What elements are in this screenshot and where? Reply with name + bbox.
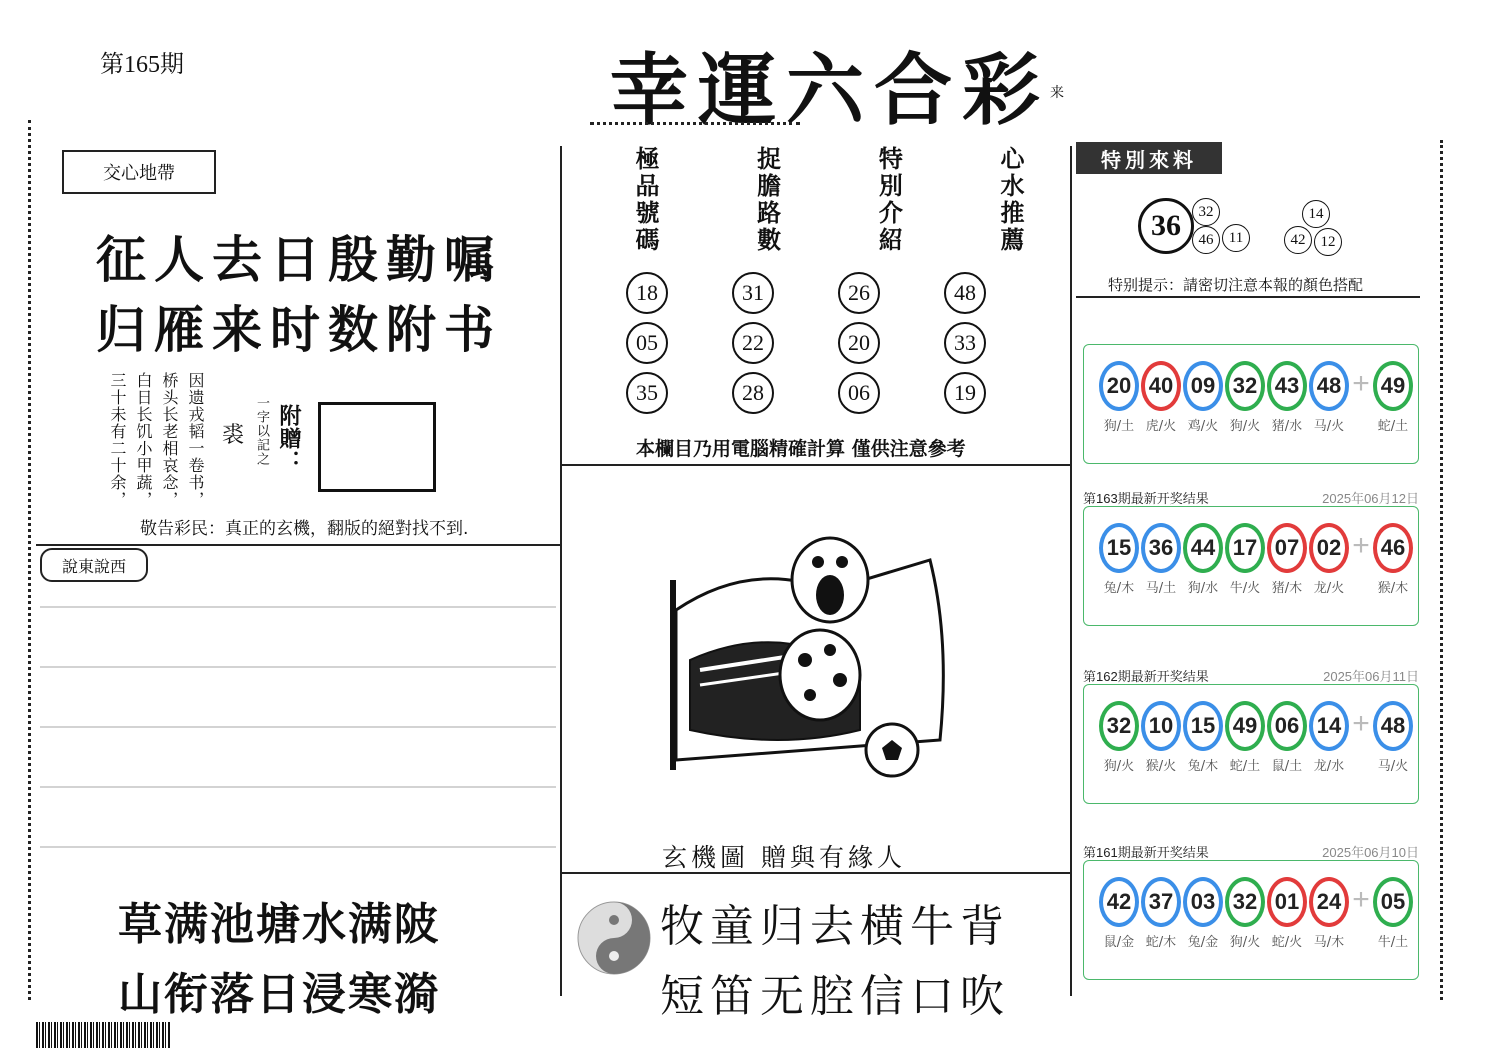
ball-row	[1098, 523, 1414, 596]
special-small-number: 14	[1302, 200, 1330, 228]
number-circle: 28	[732, 372, 774, 414]
ball-item	[1266, 701, 1308, 774]
lottery-ball: 01	[1267, 877, 1307, 927]
ball-item	[1308, 877, 1350, 950]
riddle-char: 裘	[222, 423, 245, 448]
zodiac-label: 虎/火	[1145, 419, 1177, 434]
ball-item	[1140, 701, 1182, 774]
notice-text: 敬告彩民：真正的玄機，翻版的絕對找不到.	[140, 519, 469, 539]
ball-item	[1266, 523, 1308, 596]
lottery-ball: 32	[1099, 701, 1139, 751]
verse-line-2: 归雁来时数附书	[96, 300, 502, 359]
ball-item	[1182, 361, 1224, 434]
lottery-ball: 32	[1225, 877, 1265, 927]
lottery-ball: 37	[1141, 877, 1181, 927]
bottom-verse-right-1: 牧童归去横牛背	[660, 901, 1010, 952]
zodiac-label: 狗/火	[1229, 935, 1261, 950]
zodiac-label: 马/土	[1145, 581, 1177, 596]
issue-number: 第165期	[100, 52, 184, 78]
result-block	[1083, 842, 1419, 980]
number-circle: 26	[838, 272, 880, 314]
verse-line-1: 征人去日殷勤嘱	[96, 230, 502, 289]
cartoon-illustration	[630, 500, 960, 790]
section-tag-talk: 說東說西	[40, 548, 148, 582]
lottery-ball: 24	[1309, 877, 1349, 927]
ball-item	[1098, 361, 1140, 434]
ball-item	[1224, 877, 1266, 950]
result-card	[1083, 860, 1419, 980]
special-small-number: 11	[1222, 224, 1250, 252]
poem-col: 因遗戎韬一卷书，	[186, 372, 205, 508]
zodiac-label: 马/火	[1313, 419, 1345, 434]
ball-item	[1140, 361, 1182, 434]
ball-item	[1372, 523, 1414, 596]
zodiac-label: 龙/火	[1313, 581, 1345, 596]
ball-item	[1372, 361, 1414, 434]
zodiac-label: 猴/木	[1377, 581, 1409, 596]
lottery-ball: 42	[1099, 877, 1139, 927]
zodiac-label: 马/火	[1377, 759, 1409, 774]
zodiac-label: 牛/火	[1229, 581, 1261, 596]
calc-note: 本欄目乃用電腦精確計算 僅供注意參考	[636, 438, 966, 460]
lottery-ball: 14	[1309, 701, 1349, 751]
zodiac-label: 蛇/土	[1377, 419, 1409, 434]
ball-item	[1308, 523, 1350, 596]
zodiac-label: 鸡/火	[1187, 419, 1219, 434]
ball-item	[1140, 877, 1182, 950]
title-tag: 来	[1050, 85, 1064, 101]
gift-label: 附贈：	[276, 404, 302, 473]
lottery-ball: 10	[1141, 701, 1181, 751]
result-block	[1083, 666, 1419, 804]
zodiac-label: 兔/木	[1187, 759, 1219, 774]
left-vine-border	[28, 120, 31, 1000]
ball-item	[1308, 701, 1350, 774]
zodiac-label: 鼠/金	[1103, 935, 1135, 950]
ball-item	[1098, 523, 1140, 596]
divider-left-h	[36, 544, 560, 546]
bottom-verse-left-2: 山衔落日浸寒漪	[118, 969, 440, 1020]
riddle-note: 一字以記之	[254, 396, 269, 466]
ball-item	[1308, 361, 1350, 434]
cartoon-caption: 玄機圖 贈與有緣人	[662, 843, 906, 872]
special-label: 特別來料	[1076, 142, 1222, 174]
divider-mid-left	[560, 146, 562, 996]
ball-item	[1098, 701, 1140, 774]
lottery-ball: 46	[1373, 523, 1413, 573]
ball-item	[1372, 877, 1414, 950]
prediction-headers	[628, 146, 1028, 266]
lottery-ball: 06	[1267, 701, 1307, 751]
result-block	[1083, 326, 1419, 464]
zodiac-label: 狗/水	[1187, 581, 1219, 596]
number-circle: 22	[732, 322, 774, 364]
result-card	[1083, 684, 1419, 804]
right-vine-border	[1440, 140, 1443, 1000]
zodiac-label: 马/木	[1313, 935, 1345, 950]
zodiac-label: 狗/火	[1229, 419, 1261, 434]
lottery-ball: 02	[1309, 523, 1349, 573]
result-title: 第161期最新开奖结果	[1083, 845, 1209, 860]
special-small-number: 12	[1314, 228, 1342, 256]
ball-row	[1098, 877, 1414, 950]
column-head: 捉膽路數	[752, 146, 782, 254]
ball-item	[1182, 701, 1224, 774]
ball-item	[1224, 523, 1266, 596]
column-head: 特別介紹	[874, 146, 904, 254]
bottom-verse-right-2: 短笛无腔信口吹	[660, 971, 1010, 1022]
number-circle: 20	[838, 322, 880, 364]
zodiac-label: 狗/火	[1103, 759, 1135, 774]
zodiac-label: 蛇/土	[1229, 759, 1261, 774]
poem-columns	[108, 372, 204, 508]
result-date: 2025年06月12日	[1322, 491, 1419, 506]
zodiac-label: 蛇/木	[1145, 935, 1177, 950]
special-small-number: 32	[1192, 198, 1220, 226]
barcode-image	[36, 1022, 170, 1048]
ball-item	[1266, 361, 1308, 434]
special-small-number: 42	[1284, 226, 1312, 254]
zodiac-label: 鼠/土	[1271, 759, 1303, 774]
poem-col: 三十未有二十余，	[108, 372, 127, 508]
zodiac-label: 龙/水	[1313, 759, 1345, 774]
bottom-verse-left-1: 草满池塘水满陂	[118, 899, 440, 950]
ball-item	[1224, 701, 1266, 774]
poem-col: 白日长饥小甲蔬，	[134, 372, 153, 508]
lottery-ball: 07	[1267, 523, 1307, 573]
column-head: 極品號碼	[631, 146, 660, 254]
lottery-ball: 44	[1183, 523, 1223, 573]
result-title: 第163期最新开奖结果	[1083, 491, 1209, 506]
prediction-grid	[626, 272, 982, 414]
ball-row	[1098, 701, 1414, 774]
lottery-ball: 49	[1225, 701, 1265, 751]
lottery-ball: 48	[1373, 701, 1413, 751]
color-tip: 特别提示：請密切注意本報的顏色搭配	[1108, 276, 1364, 294]
number-circle: 05	[626, 322, 668, 364]
special-big-number: 36	[1138, 198, 1194, 254]
number-circle: 18	[626, 272, 668, 314]
lottery-ball: 05	[1373, 877, 1413, 927]
special-small-number: 46	[1192, 226, 1220, 254]
ball-item	[1224, 361, 1266, 434]
faded-article-image	[40, 584, 556, 874]
lottery-ball: 32	[1225, 361, 1265, 411]
lottery-ball: 49	[1373, 361, 1413, 411]
number-circle: 48	[944, 272, 986, 314]
lottery-ball: 03	[1183, 877, 1223, 927]
result-card	[1083, 506, 1419, 626]
zodiac-label: 猪/木	[1271, 581, 1303, 596]
page-title: 幸運六合彩	[610, 45, 1051, 136]
zodiac-label: 蛇/火	[1271, 935, 1303, 950]
zodiac-label: 兔/木	[1103, 581, 1135, 596]
zodiac-label: 狗/土	[1103, 419, 1135, 434]
result-card	[1083, 344, 1419, 464]
number-circle: 33	[944, 322, 986, 364]
ball-row	[1098, 361, 1414, 434]
lottery-ball: 36	[1141, 523, 1181, 573]
zodiac-label: 猴/火	[1145, 759, 1177, 774]
ball-item	[1182, 877, 1224, 950]
divider-mid-h1	[562, 464, 1070, 466]
lottery-ball: 20	[1099, 361, 1139, 411]
ball-item	[1266, 877, 1308, 950]
lottery-ball: 40	[1141, 361, 1181, 411]
top-vine-divider	[590, 122, 800, 125]
lottery-ball: 15	[1183, 701, 1223, 751]
number-circle: 31	[732, 272, 774, 314]
lottery-ball: 43	[1267, 361, 1307, 411]
lottery-ball: 09	[1183, 361, 1223, 411]
section-tag-heart: 交心地帶	[62, 150, 216, 194]
plus-sign: +	[1352, 707, 1370, 740]
zodiac-label: 猪/水	[1271, 419, 1303, 434]
plus-sign: +	[1352, 883, 1370, 916]
zodiac-label: 兔/金	[1187, 935, 1219, 950]
number-circle: 19	[944, 372, 986, 414]
lottery-ball: 48	[1309, 361, 1349, 411]
result-date: 2025年06月11日	[1323, 669, 1419, 684]
lottery-ball: 15	[1099, 523, 1139, 573]
divider-right-h	[1076, 296, 1420, 298]
ball-item	[1372, 701, 1414, 774]
zodiac-label: 牛/土	[1377, 935, 1409, 950]
lottery-ball: 17	[1225, 523, 1265, 573]
result-title: 第162期最新开奖结果	[1083, 669, 1209, 684]
ball-item	[1182, 523, 1224, 596]
ball-item	[1140, 523, 1182, 596]
plus-sign: +	[1352, 367, 1370, 400]
result-block	[1083, 488, 1419, 626]
poem-col: 桥头长老相哀念，	[160, 372, 179, 508]
result-date: 2025年06月10日	[1322, 845, 1419, 860]
ball-item	[1098, 877, 1140, 950]
plus-sign: +	[1352, 529, 1370, 562]
gift-box	[318, 402, 436, 492]
yin-yang-icon	[574, 898, 654, 978]
divider-mid-right	[1070, 146, 1072, 996]
number-circle: 35	[626, 372, 668, 414]
column-head: 心水推薦	[995, 146, 1025, 254]
number-circle: 06	[838, 372, 880, 414]
